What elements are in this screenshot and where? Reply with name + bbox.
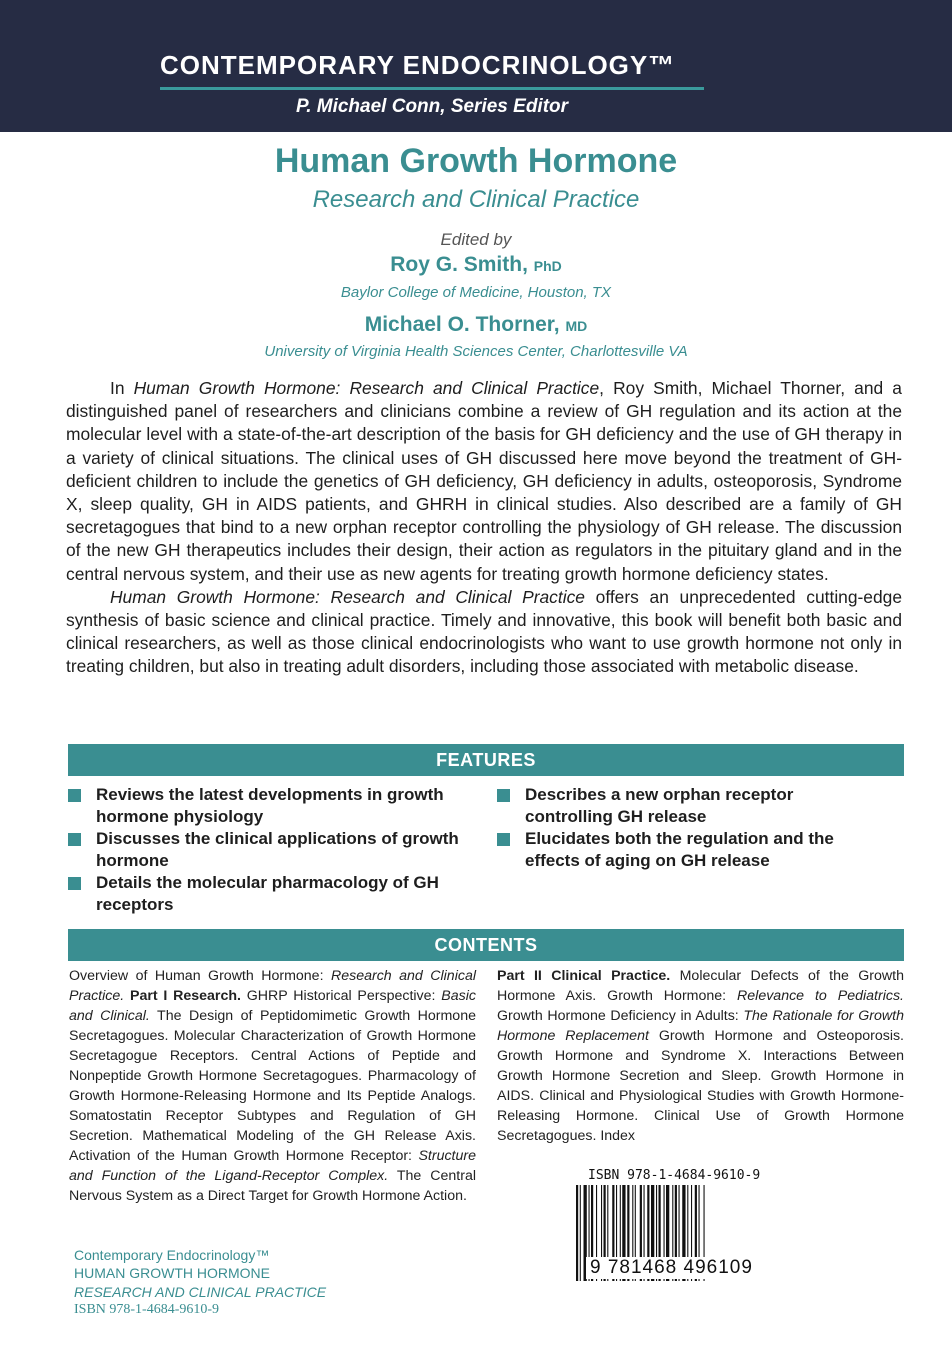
contents-column-right bbox=[497, 966, 904, 1146]
feature-item bbox=[68, 872, 468, 915]
description-book-title: Human Growth Hormone: Research and Clinical Practice bbox=[133, 378, 600, 398]
editor-name bbox=[0, 313, 952, 337]
editor-name bbox=[0, 253, 952, 277]
feature-item bbox=[68, 828, 468, 871]
feature-text: Describes a new orphan receptor controlling GH release bbox=[525, 785, 794, 826]
contents-italic: Relevance to Pediatrics. bbox=[737, 988, 904, 1004]
contents-italic: Structure and Function of the Ligand-Receptor Complex. bbox=[69, 1148, 476, 1184]
footer-imprint bbox=[74, 1246, 326, 1320]
feature-text: Reviews the latest developments in growth hormone physiology bbox=[96, 785, 444, 826]
editor-name-text: Michael O. Thorner, bbox=[364, 313, 560, 336]
feature-text: Discusses the clinical applications of growth hormone bbox=[96, 829, 459, 870]
description-text: In bbox=[110, 378, 134, 398]
description-book-title: Human Growth Hormone: Research and Clinical Practice bbox=[110, 586, 585, 607]
series-title-rule bbox=[160, 87, 704, 90]
series-title: CONTEMPORARY ENDOCRINOLOGY™ bbox=[160, 50, 676, 80]
contents-heading: CONTENTS bbox=[68, 929, 904, 961]
footer-series: Contemporary Endocrinology™ bbox=[74, 1247, 270, 1263]
barcode-bar bbox=[580, 1185, 581, 1281]
description-text: offers an unprecedented cutting-edge synthesis of basic science and clinical practice. Timely and innovative, this book will benefit both basic and clinical researchers, as well as those clinical endocrinologists who want to use growth hormone not only in treating children, but also in treating adult disorders, including those associated with metabolic disease. bbox=[66, 586, 902, 677]
contents-italic: Basic and Clinical. bbox=[69, 988, 476, 1024]
editor-name-text: Roy G. Smith, bbox=[390, 253, 528, 276]
contents-italic: Research and Clinical Practice. bbox=[69, 968, 476, 1004]
series-editor: P. Michael Conn, Series Editor bbox=[295, 96, 569, 117]
editor-degree: MD bbox=[565, 318, 588, 334]
features-list-right bbox=[497, 784, 857, 872]
contents-part-heading: Part I Research. bbox=[130, 988, 241, 1004]
contents-italic: The Rationale for Growth Hormone Replacement bbox=[497, 1008, 904, 1044]
footer-title: HUMAN GROWTH HORMONE bbox=[74, 1265, 270, 1282]
description-text: , Roy Smith, Michael Thorner, and a distinguished panel of researchers and clinicians combine a review of GH regulation and its action at the molecular level with a state-of-the-art description of the basis for GH deficiency and the use of GH therapy in a variety of clinical situations. The clinical uses of GH discussed here move beyond the treatment of GH-deficient children to include the genetics of GH deficiency, GH deficiency in adults, osteoporosis, Syndrome X, sleep quality, GH in AIDS patients, and GHRH in clinical studies. Also described are a family of GH secretagogues that bind to a new orphan receptor controlling the physiology of GH release. The discussion of the new GH therapeutics includes their design, their action as regulators in the pituitary gland and in the central nervous system, and their use as new agents for treating growth hormone deficiency states. bbox=[66, 378, 902, 584]
description-paragraph bbox=[66, 586, 902, 679]
editor-affiliation: University of Virginia Health Sciences Center, Charlottesville VA bbox=[264, 343, 688, 360]
book-subtitle: Research and Clinical Practice bbox=[312, 186, 640, 213]
square-bullet-icon bbox=[68, 789, 81, 802]
contents-text: The Central Nervous System as a Direct Target for Growth Hormone Action. bbox=[69, 1168, 477, 1204]
contents-text: Overview of Human Growth Hormone: bbox=[69, 968, 331, 984]
editor-degree: PhD bbox=[533, 258, 562, 274]
description-paragraph bbox=[66, 377, 902, 586]
features-heading: FEATURES bbox=[68, 744, 904, 776]
square-bullet-icon bbox=[68, 833, 81, 846]
square-bullet-icon bbox=[68, 877, 81, 890]
book-description bbox=[66, 377, 902, 679]
editor-affiliation: Baylor College of Medicine, Houston, TX bbox=[340, 284, 612, 301]
barcode-bar bbox=[576, 1185, 578, 1281]
edited-by-label: Edited by bbox=[440, 230, 512, 249]
contents-text: Growth Hormone Deficiency in Adults: bbox=[497, 1008, 744, 1024]
feature-item bbox=[497, 828, 857, 871]
feature-item bbox=[497, 784, 857, 827]
contents-column-left bbox=[69, 966, 476, 1206]
feature-item bbox=[68, 784, 468, 827]
series-header-band bbox=[0, 0, 952, 132]
features-list-left bbox=[68, 784, 468, 916]
square-bullet-icon bbox=[497, 789, 510, 802]
barcode-isbn-label: ISBN 978-1-4684-9610-9 bbox=[588, 1168, 761, 1183]
barcode-digits: 9 781468 496109 bbox=[586, 1257, 757, 1279]
contents-text: Growth Hormone and Osteoporosis. Growth Hormone and Syndrome X. Interactions Between Growth Hormone Secretion and Sleep. Growth Hormone in AIDS. Clinical and Physiological Studies with Growth Hormone-Releasing Hormone. Clinical Use of Growth Hormone Secretagogues. Index bbox=[497, 1028, 905, 1144]
square-bullet-icon bbox=[497, 833, 510, 846]
contents-text: GHRP Historical Perspective: bbox=[240, 988, 442, 1004]
book-title: Human Growth Hormone bbox=[274, 142, 678, 180]
footer-isbn: ISBN 978-1-4684-9610-9 bbox=[74, 1302, 220, 1318]
feature-text: Elucidates both the regulation and the effects of aging on GH release bbox=[525, 829, 834, 870]
contents-text: The Design of Peptidomimetic Growth Hormone Secretagogues. Molecular Characterization of Growth Hormone Secretagogue Receptors. Central Actions of Peptide and Nonpeptide Growth Hormone Secretagogues. Pharmacology of Growth Hormone-Releasing Hormone and Its Peptide Analogs. Somatostatin Receptor Subtypes and Regulation of GH Secretion. Mathematical Modeling of the GH Release Axis. Activation of the Human Growth Hormone Receptor: bbox=[69, 1008, 476, 1164]
contents-text: Molecular Defects of the Growth Hormone Axis. Growth Hormone: bbox=[497, 968, 905, 1004]
footer-subtitle: RESEARCH AND CLINICAL PRACTICE bbox=[74, 1283, 327, 1300]
contents-part-heading: Part II Clinical Practice. bbox=[497, 968, 671, 984]
feature-text: Details the molecular pharmacology of GH receptors bbox=[96, 873, 439, 914]
